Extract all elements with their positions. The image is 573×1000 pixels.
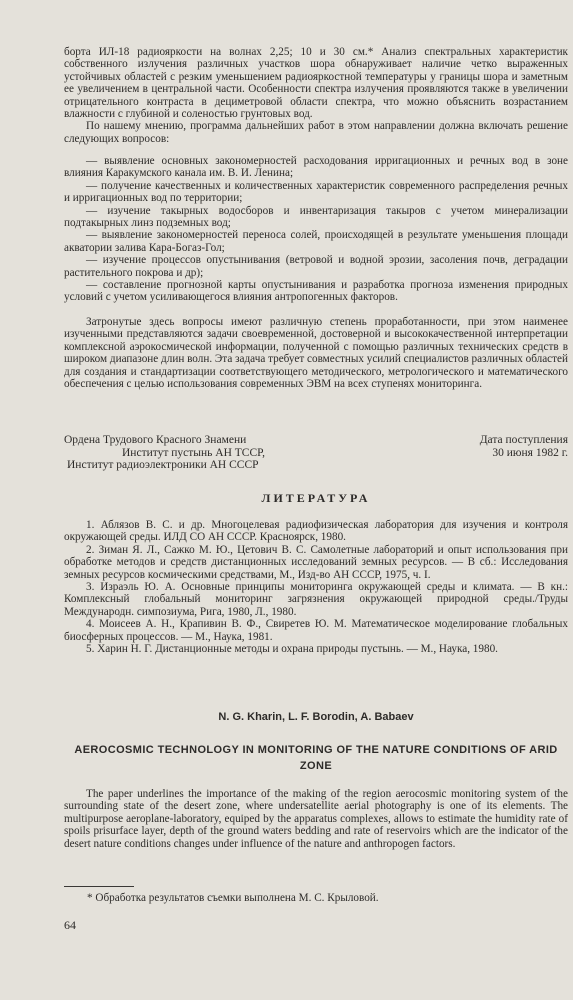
- footnote-rule: [64, 886, 134, 887]
- literature-heading: ЛИТЕРАТУРА: [261, 491, 371, 505]
- received-label: Дата поступления: [479, 434, 568, 446]
- page-number: 64: [64, 918, 76, 932]
- received-date: [440, 434, 568, 459]
- list-item: — получение качественных и количественных характеристик современного распределения речных и ирригационных вод по территории;: [64, 179, 568, 205]
- affiliation-line: Институт пустынь АН ТССР,: [122, 446, 265, 459]
- reference-item: 5. Харин Н. Г. Дистанционные методы и охрана природы пустынь. — М., Наука, 1980.: [86, 643, 498, 656]
- list-item: — изучение процессов опустынивания (ветровой и водной эрозии, засоления почв, деградации растительного покрова и др);: [64, 254, 568, 279]
- intro-paragraph: борта ИЛ-18 радиояркости на волнах 2,25; 10 и 30 см.* Анализ спектральных характеристик собственного излучения различных участков шора обнаруживает наличие четко выраженных устойчивых областей с резким уменьшением радиояркостной температуры у границы шора и заметным ее увеличением в центральной части. Особенности спектра излучения проявляются также в увеличении отрицательного контраста в дециметровой области спектра, что можно объяснить возрастанием влажности с глубиной и соленостью грунтовых вод.: [64, 46, 568, 121]
- affiliation: [64, 434, 364, 472]
- footnote: * Обработка результатов съемки выполнена М. С. Крыловой.: [87, 892, 379, 904]
- english-authors: N. G. Kharin, L. F. Borodin, A. Babaev: [218, 711, 414, 723]
- program-paragraph: По нашему мнению, программа дальнейших работ в этом направлении должна включать решение следующих вопросов:: [64, 120, 568, 145]
- reference-item: 3. Израэль Ю. А. Основные принципы мониторинга окружающей среды и климата. — В кн.: Комплексный глобальный мониторинг загрязнения окружающей природной среды./Труды Международн. симпозиума, Рига, 1980, Л., 1980.: [64, 581, 568, 618]
- abstract-paragraph: The paper underlines the importance of the making of the region aerocosmic monitoring system of the surrounding state of the desert zone, where undersatellite aerial photography is one of its elements. The multipurpose aeroplane-laboratory, equiped by the apparatus complexes, allows to estimate the humidity rate of spoils prisurface layer, depth of the ground waters bedding and rate of reservoirs which are the indicator of the desert nature conditions changes under influence of the nature and anthropogen factors.: [64, 788, 568, 850]
- affiliation-line: Институт радиоэлектроники АН СССР: [67, 459, 259, 472]
- intro-section: [64, 46, 568, 145]
- reference-item: 4. Моисеев А. Н., Крапивин В. Ф., Свиретев Ю. М. Математическое моделирование глобальных биосферных процессов. — М., Наука, 1981.: [64, 618, 568, 643]
- references-list: [64, 519, 568, 655]
- list-item: — выявление основных закономерностей расходования ирригационных и речных вод в зоне влияния Каракумского канала им. В. И. Ленина;: [64, 155, 568, 180]
- reference-item: 2. Зиман Я. Л., Сажко М. Ю., Цетович В. С. Самолетные лабораторий и опыт использования при обработке методов и средств дистанционных исследований земных ресурсов. — В сб.: Исследования земных ресурсов космическими средствами, М., Изд-во АН СССР, 1975, ч. I.: [64, 543, 568, 581]
- closing-section: [64, 316, 568, 390]
- affiliation-line: Ордена Трудового Красного Знамени: [64, 434, 247, 446]
- english-abstract: [64, 788, 568, 850]
- list-item: — изучение такырных водосборов и инвентаризация такыров с учетом минерализации подтакырных линз подземных вод;: [64, 204, 568, 230]
- list-item: — выявление закономерностей переноса солей, происходящей в результате уменьшения площади акватории залива Кара-Богаз-Гол;: [64, 229, 568, 254]
- closing-paragraph: Затронутые здесь вопросы имеют различную степень проработанности, при этом наименее изученными представляются задачи своевременной, достоверной и высококачественной интерпретации комплексной аэрокосмической информации, полученной с помощью различных технических средств в широком диапазоне длин волн. Эта задача требует совместных усилий специалистов различных областей для создания и стандартизации соответствующего методического, метрологического и математического обеспечения с целью использования современных ЭВМ на всех ступенях мониторинга.: [64, 316, 568, 391]
- issues-list: [64, 155, 568, 304]
- english-title: AEROCOSMIC TECHNOLOGY IN MONITORING OF THE NATURE CONDITIONS OF ARID ZONE: [74, 744, 558, 772]
- received-value: 30 июня 1982 г.: [492, 446, 568, 459]
- list-item: — составление прогнозной карты опустынивания и разработка прогноза изменения природных условий с учетом усиливающегося влияния антропогенных факторов.: [64, 279, 568, 304]
- reference-item: 1. Аблязов В. С. и др. Многоцелевая радиофизическая лаборатория для изучения и контроля окружающей среды. ИЛД СО АН СССР. Красноярск, 1980.: [64, 519, 568, 544]
